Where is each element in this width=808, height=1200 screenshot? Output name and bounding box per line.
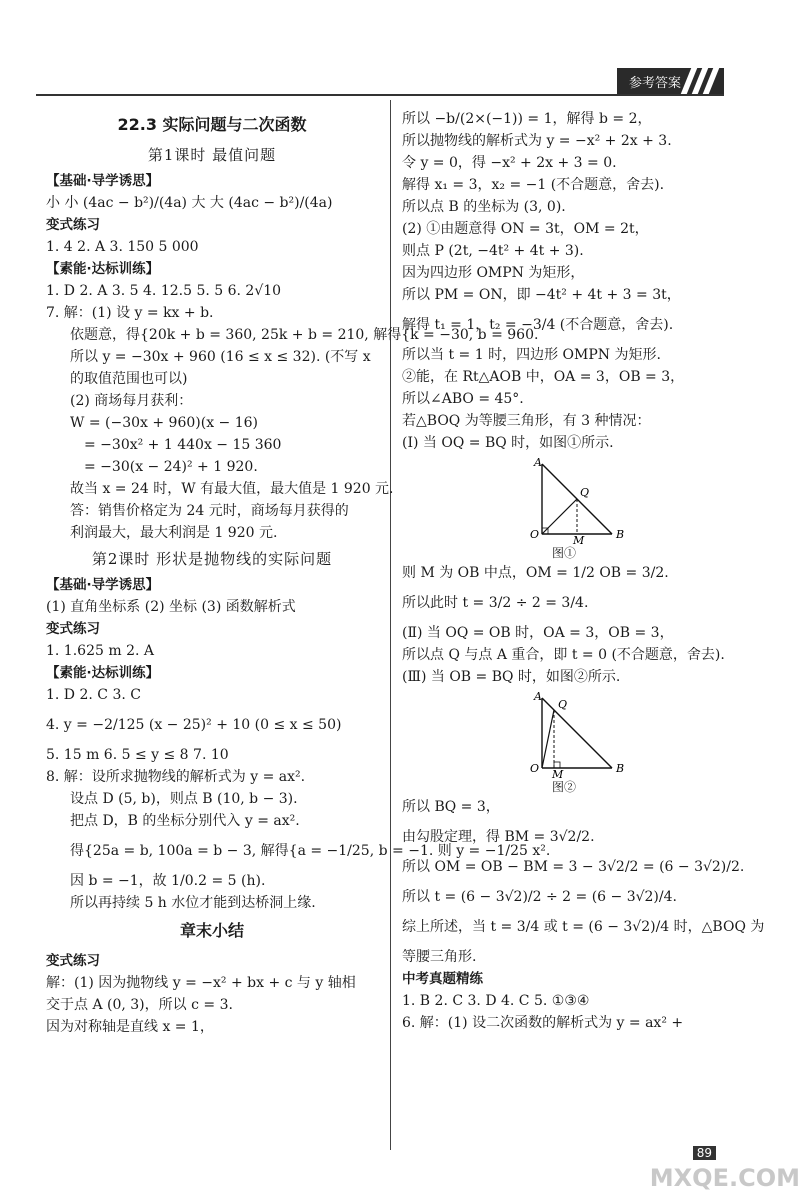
label-O: O [530,528,540,541]
text-line: 所以∠ABO = 45°. [402,391,524,407]
label-Q: Q [558,698,568,711]
right-block-c [402,796,765,1034]
text-line: 所以 OM = OB − BM = 3 − 3√2/2 = (6 − 3√2)/2. [402,859,745,875]
text-line: 8. 解：设所求抛物线的解析式为 y = ax². [46,769,306,785]
spacer [402,818,728,826]
spacer [402,614,728,622]
text-line: 所以 BQ = 3， [402,799,500,815]
text-line: 6. 解：(1) 设二次函数的解析式为 y = ax² + [402,1015,684,1031]
text-line: 1. D 2. C 3. C [46,687,141,703]
spacer [402,584,728,592]
text-line: (2) 商场每月获利： [70,393,193,409]
text-line: (Ⅰ) 当 OQ = BQ 时，如图①所示. [402,435,614,451]
text-line: 把点 D，B 的坐标分别代入 y = ax². [70,813,300,829]
text-line: 所以点 B 的坐标为 (3, 0). [402,199,566,215]
triangle-diagram-1 [522,458,662,544]
page-number: 89 [693,1146,716,1160]
text-line: 所以点 Q 与点 A 重合，即 t = 0 (不合题意，舍去). [402,647,725,663]
text-line: 所以再持续 5 h 水位才能到达桥洞上缘. [70,895,316,911]
spacer [402,848,728,856]
text-line: (Ⅱ) 当 OQ = OB 时，OA = 3，OB = 3， [402,625,674,641]
spacer [46,706,378,714]
label-M: M [573,534,585,544]
text-line: 所以抛物线的解析式为 y = −x² + 2x + 3. [402,133,672,149]
label-A: A [534,692,542,703]
spacer [46,832,378,840]
section-label: 中考真题精练 [402,971,483,987]
label-Q: Q [580,486,590,499]
text-line: 小 小 (4ac − b²)/(4a) 大 大 (4ac − b²)/(4a) [46,195,333,211]
text-line: 令 y = 0，得 −x² + 2x + 3 = 0. [402,155,617,171]
text-line: 所以 y = −30x + 960 (16 ≤ x ≤ 32). (不写 x [70,349,371,365]
text-line: 若△BOQ 为等腰三角形，有 3 种情况： [402,413,651,429]
figure-2 [402,692,728,792]
lesson-title: 第2课时 形状是抛物线的实际问题 [91,550,333,568]
text-line: 答：销售价格定为 24 元时，商场每月获得的 [70,503,349,519]
text-line: 因为对称轴是直线 x = 1， [46,1019,214,1035]
text-line: 1. 4 2. A 3. 150 5 000 [46,239,199,255]
spacer [402,878,728,886]
right-column [402,108,765,1034]
section-label: 变式练习 [46,953,100,969]
text-line: 由勾股定理，得 BM = 3√2/2. [402,829,595,845]
text-line: 所以 −b/(2×(−1)) = 1，解得 b = 2， [402,111,652,127]
text-line: 所以此时 t = 3/2 ÷ 2 = 3/4. [402,595,589,611]
column-divider [390,100,391,1150]
text-line: 则 M 为 OB 中点，OM = 1/2 OB = 3/2. [402,565,669,581]
section-label: 变式练习 [46,621,100,637]
right-block-a [402,108,728,454]
answer-key-badge [617,68,724,94]
section-label: 【素能·达标训练】 [46,261,160,277]
badge-label: 参考答案 [628,75,681,91]
text-line: 1. 1.625 m 2. A [46,643,154,659]
text-line: W = (−30x + 960)(x − 16) [70,415,259,431]
text-line: 利润最大，最大利润是 1 920 元. [70,525,278,541]
section-title: 22.3 实际问题与二次函数 [117,115,307,134]
section-label: 【基础·导学诱思】 [46,577,160,593]
header-rule [36,94,724,96]
text-line: 解得 t₁ = 1，t₂ = −3/4 (不合题意，舍去). [402,317,674,333]
label-B: B [616,528,625,541]
watermark: MXQE.COM [649,1164,800,1192]
spacer [402,908,728,916]
section-label: 变式练习 [46,217,100,233]
text-line: (1) 直角坐标系 (2) 坐标 (3) 函数解析式 [46,599,296,615]
spacer [402,306,728,314]
label-B: B [616,762,625,775]
text-line: 因为四边形 OMPN 为矩形， [402,265,585,281]
text-line: 5. 15 m 6. 5 ≤ y ≤ 8 7. 10 [46,747,229,763]
text-line: (Ⅲ) 当 OB = BQ 时，如图②所示. [402,669,621,685]
section-label: 【基础·导学诱思】 [46,173,160,189]
text-line: 7. 解：(1) 设 y = kx + b. [46,305,214,321]
text-line: 所以 t = (6 − 3√2)/2 ÷ 2 = (6 − 3√2)/4. [402,889,677,905]
text-line: 1. B 2. C 3. D 4. C 5. ①③④ [402,993,590,1009]
text-line: 等腰三角形. [402,949,477,965]
text-line: 则点 P (2t, −4t² + 4t + 3). [402,243,584,259]
label-M: M [552,768,564,778]
spacer [46,736,378,744]
text-line: 故当 x = 24 时，W 有最大值，最大值是 1 920 元. [70,481,394,497]
text-line: 因 b = −1，故 1/0.2 = 5 (h). [70,873,266,889]
section-title: 章末小结 [179,921,244,940]
label-O: O [530,762,540,775]
label-A: A [534,458,542,469]
text-line: = −30(x − 24)² + 1 920. [84,459,258,475]
text-line: 1. D 2. A 3. 5 4. 12.5 5. 5 6. 2√10 [46,283,282,299]
text-line: (2) ①由题意得 ON = 3t，OM = 2t， [402,221,649,237]
text-line: 设点 D (5, b)，则点 B (10, b − 3). [70,791,298,807]
spacer [402,938,728,946]
text-line: 综上所述，当 t = 3/4 或 t = (6 − 3√2)/4 时，△BOQ 为 [402,919,765,935]
text-line: 得{25a = b, 100a = b − 3, 解得{a = −1/25, b = −1. 则 y = −1/25 x². [70,843,551,859]
right-block-b [402,562,728,688]
spacer [46,862,378,870]
text-line: 解得 x₁ = 3，x₂ = −1 (不合题意，舍去). [402,177,665,193]
spacer [402,336,728,344]
text-line: 交于点 A (0, 3)，所以 c = 3. [46,997,233,1013]
section-label: 【素能·达标训练】 [46,665,160,681]
text-line: 所以 PM = ON，即 −4t² + 4t + 3 = 3t， [402,287,681,303]
lesson-title: 第1课时 最值问题 [147,146,277,164]
text-line: 解：(1) 因为抛物线 y = −x² + bx + c 与 y 轴相 [46,975,356,991]
text-line: ②能，在 Rt△AOB 中，OA = 3，OB = 3， [402,369,685,385]
text-line: 4. y = −2/125 (x − 25)² + 10 (0 ≤ x ≤ 50) [46,717,342,733]
figure-1 [402,458,728,558]
figure-2-caption: 图② [552,780,577,794]
triangle-diagram-2 [522,692,662,778]
text-line: 所以当 t = 1 时，四边形 OMPN 为矩形. [402,347,661,363]
text-line: = −30x² + 1 440x − 15 360 [84,437,282,453]
text-line: 的取值范围也可以) [70,371,188,387]
figure-1-caption: 图① [552,546,577,560]
text-line: 依题意，得{20k + b = 360, 25k + b = 210, 解得{k = −30, b = 960. [70,327,539,343]
